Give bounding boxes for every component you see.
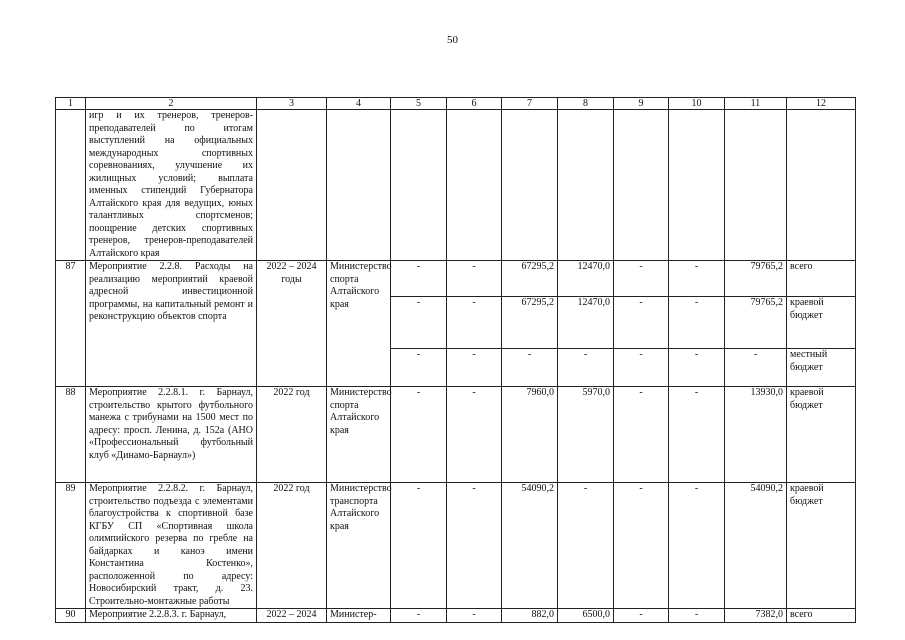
table-row: 87 Мероприятие 2.2.8. Расходы на реализацию мероприятий краевой адресной инвестиционной программы, на капитальный ремонт и реконструкцию объектов спорта 2022 – 2024 годы Министерство спорта Алтайского края - - 67295,2 12470,0 - - 79765,2 всего xyxy=(56,261,856,297)
column-header: 6 xyxy=(447,98,502,110)
period: 2022 – 2024 годы xyxy=(257,261,327,387)
funding-source: всего xyxy=(787,609,856,623)
column-header: 5 xyxy=(391,98,447,110)
row-number: 89 xyxy=(56,483,86,609)
period: 2022 год xyxy=(257,387,327,483)
executor: Министерство спорта Алтайского края xyxy=(327,261,391,387)
row-number: 88 xyxy=(56,387,86,483)
period: 2022 – 2024 xyxy=(257,609,327,623)
column-header: 12 xyxy=(787,98,856,110)
column-header: 11 xyxy=(725,98,787,110)
table-row: 88 Мероприятие 2.2.8.1. г. Барнаул, строительство крытого футбольного манежа с трибунами на 1500 мест по адресу: просп. Ленина, д. 152а (АНО «Профессиональный футбольный клуб «Динамо-Барнаул») 2022 год Министерство спорта Алтайского края - - 7960,0 5970,0 - - 13930,0 краевой бюджет xyxy=(56,387,856,483)
column-header: 3 xyxy=(257,98,327,110)
table-row xyxy=(56,110,856,261)
table-row: 90 Мероприятие 2.2.8.3. г. Барнаул, 2022 – 2024 Министер- - - 882,0 6500,0 - - 7382,0 всего xyxy=(56,609,856,623)
funding-source: местный бюджет xyxy=(787,349,856,387)
executor: Министерство транспорта Алтайского края xyxy=(327,483,391,609)
table-header-row xyxy=(56,98,856,110)
column-header: 8 xyxy=(558,98,614,110)
executor: Министерство спорта Алтайского края xyxy=(327,387,391,483)
row-number: 90 xyxy=(56,609,86,623)
table-row: 89 Мероприятие 2.2.8.2. г. Барнаул, строительство подъезда с элементами благоустройства к спортивной базе КГБУ СП «Спортивная школа олимпийского резерва по гребле на байдарках и каноэ имени Константина Костенко», расположенной по адресу: Новосибирский тракт, д. 23. Строительно-монтажные работы 2022 год Министерство транспорта Алтайского края - - 54090,2 - - - 54090,2 краевой бюджет xyxy=(56,483,856,609)
page-number: 50 xyxy=(447,34,458,46)
table-row: - - - - - - - местный бюджет xyxy=(56,349,856,387)
period: 2022 год xyxy=(257,483,327,609)
column-header: 7 xyxy=(502,98,558,110)
row-number: 87 xyxy=(56,261,86,387)
column-header: 4 xyxy=(327,98,391,110)
executor: Министер- xyxy=(327,609,391,623)
column-header: 1 xyxy=(56,98,86,110)
funding-source: краевой бюджет xyxy=(787,387,856,483)
activity-description: Мероприятие 2.2.8.2. г. Барнаул, строительство подъезда с элементами благоустройства к спортивной базе КГБУ СП «Спортивная школа олимпийского резерва по гребле на байдарках и каноэ имени Константина Костенко», расположенной по адресу: Новосибирский тракт, д. 23. Строительно-монтажные работы xyxy=(86,483,257,609)
column-header: 9 xyxy=(614,98,669,110)
activity-description: Мероприятие 2.2.8.1. г. Барнаул, строительство крытого футбольного манежа с трибунами на 1500 мест по адресу: просп. Ленина, д. 152а (АНО «Профессиональный футбольный клуб «Динамо-Барнаул») xyxy=(86,387,257,483)
funding-source: всего xyxy=(787,261,856,297)
activity-description: Мероприятие 2.2.8.3. г. Барнаул, xyxy=(86,609,257,623)
column-header: 10 xyxy=(669,98,725,110)
column-header: 2 xyxy=(86,98,257,110)
activity-description: Мероприятие 2.2.8. Расходы на реализацию мероприятий краевой адресной инвестиционной программы, на капитальный ремонт и реконструкцию объектов спорта xyxy=(86,261,257,387)
activity-description: игр и их тренеров, тренеров-преподавателей по итогам выступлений на официальных международных спортивных соревнованиях, улучшение их жилищных условий; выплата именных стипендий Губернатора Алтайского края для ведущих, юных талантливых спортсменов; поощрение детских спортивных тренеров, тренеров-преподавателей Алтайского края xyxy=(86,110,257,261)
table-row: - - 67295,2 12470,0 - - 79765,2 краевой бюджет xyxy=(56,297,856,349)
funding-source: краевой бюджет xyxy=(787,483,856,609)
budget-table xyxy=(55,97,856,623)
funding-source: краевой бюджет xyxy=(787,297,856,349)
